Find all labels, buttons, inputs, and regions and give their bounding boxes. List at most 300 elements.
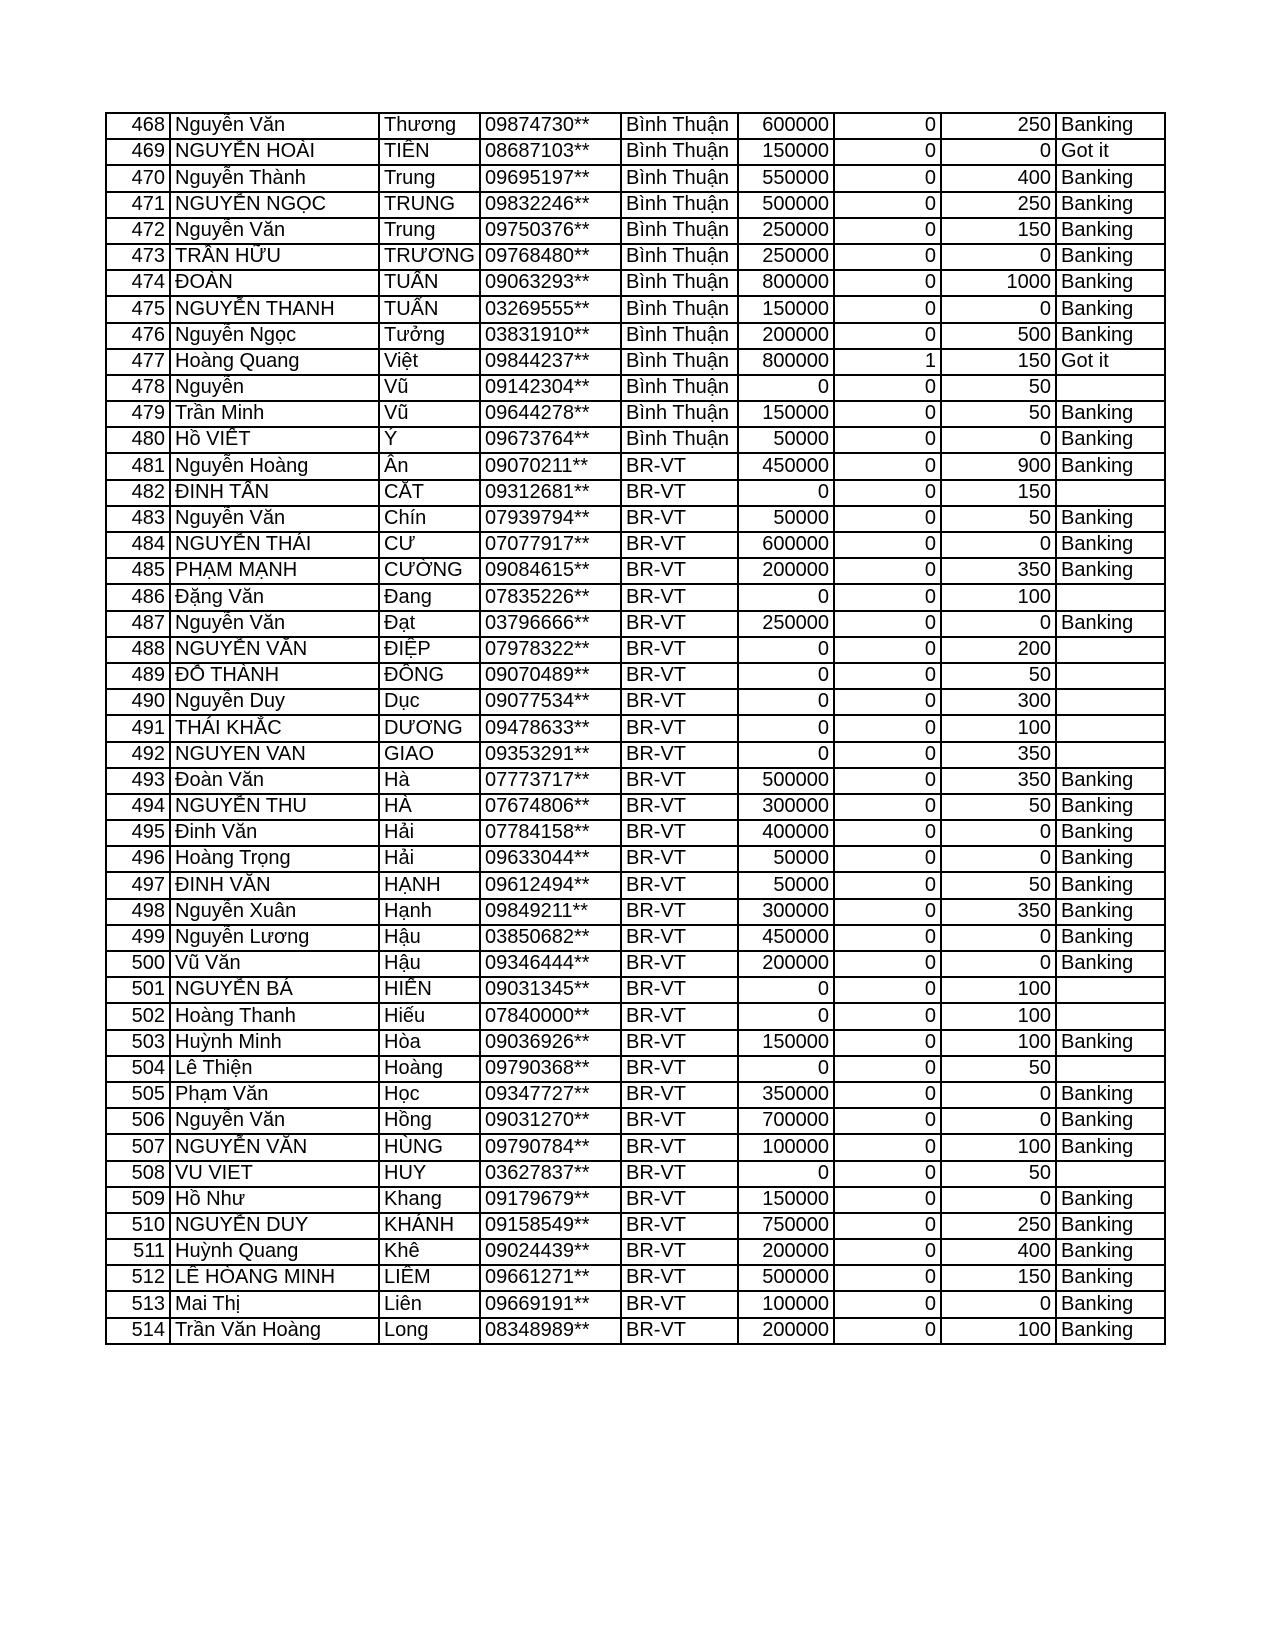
last-middle-name-cell: Nguyễn Thành: [170, 165, 379, 191]
row-number-cell: 507: [106, 1134, 170, 1160]
points-cell: 0: [941, 846, 1056, 872]
row-number-cell: 496: [106, 846, 170, 872]
row-number-cell: 511: [106, 1239, 170, 1265]
table-row: [106, 768, 1165, 794]
row-number-cell: 491: [106, 715, 170, 741]
phone-cell: 09695197**: [480, 165, 621, 191]
province-cell: BR-VT: [621, 1318, 738, 1344]
last-middle-name-cell: Mai Thị: [170, 1291, 379, 1317]
last-middle-name-cell: ĐINH TẤN: [170, 480, 379, 506]
first-name-cell: TIÊN: [379, 139, 480, 165]
count-cell: 0: [834, 1265, 941, 1291]
last-middle-name-cell: ĐINH VĂN: [170, 872, 379, 898]
row-number-cell: 479: [106, 401, 170, 427]
payment-method-cell: [1056, 480, 1165, 506]
amount-cell: 500000: [738, 768, 834, 794]
count-cell: 0: [834, 1056, 941, 1082]
table-row: [106, 401, 1165, 427]
row-number-cell: 509: [106, 1187, 170, 1213]
points-cell: 100: [941, 1030, 1056, 1056]
amount-cell: 0: [738, 1056, 834, 1082]
province-cell: Bình Thuận: [621, 218, 738, 244]
table-row: [106, 846, 1165, 872]
points-cell: 150: [941, 1265, 1056, 1291]
province-cell: Bình Thuận: [621, 270, 738, 296]
last-middle-name-cell: Đặng Văn: [170, 584, 379, 610]
points-cell: 0: [941, 1108, 1056, 1134]
points-cell: 400: [941, 1239, 1056, 1265]
amount-cell: 150000: [738, 139, 834, 165]
phone-cell: 09768480**: [480, 244, 621, 270]
table-row: [106, 323, 1165, 349]
first-name-cell: TRƯƠNG: [379, 244, 480, 270]
first-name-cell: Ý: [379, 427, 480, 453]
first-name-cell: Thương: [379, 113, 480, 139]
province-cell: BR-VT: [621, 1265, 738, 1291]
points-cell: 900: [941, 453, 1056, 479]
count-cell: 0: [834, 1003, 941, 1029]
count-cell: 0: [834, 1030, 941, 1056]
last-middle-name-cell: NGUYỄN THÁI: [170, 532, 379, 558]
row-number-cell: 481: [106, 453, 170, 479]
amount-cell: 550000: [738, 165, 834, 191]
province-cell: BR-VT: [621, 768, 738, 794]
first-name-cell: HẠNH: [379, 872, 480, 898]
count-cell: 0: [834, 506, 941, 532]
payment-method-cell: [1056, 1003, 1165, 1029]
first-name-cell: Hoàng: [379, 1056, 480, 1082]
province-cell: Bình Thuận: [621, 323, 738, 349]
last-middle-name-cell: Nguyễn Duy: [170, 689, 379, 715]
row-number-cell: 468: [106, 113, 170, 139]
count-cell: 0: [834, 1187, 941, 1213]
province-cell: Bình Thuận: [621, 244, 738, 270]
phone-cell: 07674806**: [480, 794, 621, 820]
count-cell: 0: [834, 742, 941, 768]
count-cell: 0: [834, 323, 941, 349]
payment-method-cell: [1056, 689, 1165, 715]
count-cell: 0: [834, 270, 941, 296]
province-cell: BR-VT: [621, 899, 738, 925]
points-cell: 0: [941, 611, 1056, 637]
phone-cell: 03269555**: [480, 296, 621, 322]
first-name-cell: Đạt: [379, 611, 480, 637]
points-cell: 350: [941, 899, 1056, 925]
phone-cell: 09312681**: [480, 480, 621, 506]
first-name-cell: Hậu: [379, 951, 480, 977]
points-cell: 150: [941, 218, 1056, 244]
count-cell: 0: [834, 637, 941, 663]
first-name-cell: Hải: [379, 846, 480, 872]
phone-cell: 07784158**: [480, 820, 621, 846]
payment-method-cell: Banking: [1056, 899, 1165, 925]
amount-cell: 200000: [738, 558, 834, 584]
first-name-cell: Trung: [379, 218, 480, 244]
row-number-cell: 500: [106, 951, 170, 977]
points-cell: 350: [941, 768, 1056, 794]
count-cell: 0: [834, 1291, 941, 1317]
count-cell: 0: [834, 951, 941, 977]
row-number-cell: 473: [106, 244, 170, 270]
amount-cell: 50000: [738, 506, 834, 532]
points-cell: 250: [941, 113, 1056, 139]
payment-method-cell: Banking: [1056, 925, 1165, 951]
amount-cell: 250000: [738, 218, 834, 244]
count-cell: 0: [834, 820, 941, 846]
count-cell: 0: [834, 925, 941, 951]
count-cell: 0: [834, 296, 941, 322]
row-number-cell: 482: [106, 480, 170, 506]
row-number-cell: 476: [106, 323, 170, 349]
table-row: [106, 1108, 1165, 1134]
row-number-cell: 514: [106, 1318, 170, 1344]
table-row: [106, 113, 1165, 139]
phone-cell: 07840000**: [480, 1003, 621, 1029]
phone-cell: 09750376**: [480, 218, 621, 244]
last-middle-name-cell: VU VIET: [170, 1161, 379, 1187]
last-middle-name-cell: Hoàng Thanh: [170, 1003, 379, 1029]
amount-cell: 200000: [738, 323, 834, 349]
row-number-cell: 487: [106, 611, 170, 637]
points-cell: 0: [941, 139, 1056, 165]
province-cell: BR-VT: [621, 637, 738, 663]
amount-cell: 0: [738, 1003, 834, 1029]
payment-method-cell: Banking: [1056, 1291, 1165, 1317]
table-row: [106, 611, 1165, 637]
points-cell: 0: [941, 427, 1056, 453]
amount-cell: 0: [738, 375, 834, 401]
table-row: [106, 742, 1165, 768]
payment-method-cell: Banking: [1056, 611, 1165, 637]
province-cell: Bình Thuận: [621, 139, 738, 165]
amount-cell: 250000: [738, 611, 834, 637]
count-cell: 0: [834, 584, 941, 610]
phone-cell: 09077534**: [480, 689, 621, 715]
last-middle-name-cell: NGUYỄN THANH: [170, 296, 379, 322]
table-row: [106, 1291, 1165, 1317]
payment-method-cell: [1056, 1161, 1165, 1187]
table-row: [106, 1030, 1165, 1056]
row-number-cell: 508: [106, 1161, 170, 1187]
table-row: [106, 820, 1165, 846]
amount-cell: 0: [738, 742, 834, 768]
payment-method-cell: Banking: [1056, 165, 1165, 191]
payment-method-cell: Banking: [1056, 427, 1165, 453]
province-cell: BR-VT: [621, 1239, 738, 1265]
last-middle-name-cell: Nguyễn Văn: [170, 611, 379, 637]
phone-cell: 09673764**: [480, 427, 621, 453]
province-cell: BR-VT: [621, 1187, 738, 1213]
province-cell: BR-VT: [621, 1108, 738, 1134]
row-number-cell: 510: [106, 1213, 170, 1239]
table-row: [106, 139, 1165, 165]
first-name-cell: Long: [379, 1318, 480, 1344]
last-middle-name-cell: PHẠM MẠNH: [170, 558, 379, 584]
table-row: [106, 1082, 1165, 1108]
first-name-cell: CƯỜNG: [379, 558, 480, 584]
amount-cell: 150000: [738, 401, 834, 427]
payment-method-cell: Got it: [1056, 139, 1165, 165]
count-cell: 0: [834, 846, 941, 872]
payment-method-cell: Banking: [1056, 1187, 1165, 1213]
table-row: [106, 1213, 1165, 1239]
row-number-cell: 489: [106, 663, 170, 689]
points-cell: 0: [941, 296, 1056, 322]
amount-cell: 500000: [738, 1265, 834, 1291]
amount-cell: 300000: [738, 794, 834, 820]
payment-method-cell: Banking: [1056, 872, 1165, 898]
phone-cell: 03850682**: [480, 925, 621, 951]
payment-method-cell: Banking: [1056, 296, 1165, 322]
payment-method-cell: Banking: [1056, 506, 1165, 532]
last-middle-name-cell: NGUYỄN NGỌC: [170, 192, 379, 218]
province-cell: Bình Thuận: [621, 427, 738, 453]
payment-method-cell: [1056, 977, 1165, 1003]
last-middle-name-cell: Nguyễn: [170, 375, 379, 401]
payment-method-cell: [1056, 375, 1165, 401]
phone-cell: 09070489**: [480, 663, 621, 689]
points-cell: 150: [941, 480, 1056, 506]
first-name-cell: Vũ: [379, 375, 480, 401]
phone-cell: 09844237**: [480, 349, 621, 375]
payment-method-cell: Banking: [1056, 1134, 1165, 1160]
amount-cell: 0: [738, 663, 834, 689]
count-cell: 0: [834, 689, 941, 715]
last-middle-name-cell: Hồ Như: [170, 1187, 379, 1213]
points-cell: 0: [941, 925, 1056, 951]
table-row: [106, 715, 1165, 741]
table-row: [106, 375, 1165, 401]
row-number-cell: 499: [106, 925, 170, 951]
province-cell: Bình Thuận: [621, 192, 738, 218]
first-name-cell: Việt: [379, 349, 480, 375]
points-cell: 50: [941, 663, 1056, 689]
phone-cell: 03627837**: [480, 1161, 621, 1187]
count-cell: 0: [834, 480, 941, 506]
payment-method-cell: [1056, 584, 1165, 610]
phone-cell: 09478633**: [480, 715, 621, 741]
first-name-cell: Đang: [379, 584, 480, 610]
phone-cell: 09031345**: [480, 977, 621, 1003]
row-number-cell: 513: [106, 1291, 170, 1317]
phone-cell: 09158549**: [480, 1213, 621, 1239]
first-name-cell: Chín: [379, 506, 480, 532]
row-number-cell: 490: [106, 689, 170, 715]
points-cell: 500: [941, 323, 1056, 349]
province-cell: BR-VT: [621, 611, 738, 637]
amount-cell: 250000: [738, 244, 834, 270]
row-number-cell: 502: [106, 1003, 170, 1029]
first-name-cell: Dục: [379, 689, 480, 715]
phone-cell: 09024439**: [480, 1239, 621, 1265]
count-cell: 0: [834, 1108, 941, 1134]
phone-cell: 09084615**: [480, 558, 621, 584]
first-name-cell: Hiếu: [379, 1003, 480, 1029]
amount-cell: 0: [738, 689, 834, 715]
points-cell: 250: [941, 192, 1056, 218]
count-cell: 1: [834, 349, 941, 375]
row-number-cell: 492: [106, 742, 170, 768]
last-middle-name-cell: Nguyễn Văn: [170, 506, 379, 532]
phone-cell: 09669191**: [480, 1291, 621, 1317]
row-number-cell: 497: [106, 872, 170, 898]
points-cell: 100: [941, 715, 1056, 741]
table-row: [106, 192, 1165, 218]
table-row: [106, 296, 1165, 322]
count-cell: 0: [834, 558, 941, 584]
first-name-cell: Khang: [379, 1187, 480, 1213]
amount-cell: 100000: [738, 1291, 834, 1317]
row-number-cell: 470: [106, 165, 170, 191]
amount-cell: 50000: [738, 427, 834, 453]
phone-cell: 08348989**: [480, 1318, 621, 1344]
phone-cell: 09031270**: [480, 1108, 621, 1134]
count-cell: 0: [834, 715, 941, 741]
phone-cell: 09353291**: [480, 742, 621, 768]
last-middle-name-cell: Nguyễn Văn: [170, 218, 379, 244]
last-middle-name-cell: Đinh Văn: [170, 820, 379, 846]
table-row: [106, 977, 1165, 1003]
amount-cell: 300000: [738, 899, 834, 925]
count-cell: 0: [834, 1082, 941, 1108]
province-cell: BR-VT: [621, 820, 738, 846]
payment-method-cell: Banking: [1056, 244, 1165, 270]
points-cell: 400: [941, 165, 1056, 191]
payment-method-cell: Banking: [1056, 951, 1165, 977]
points-cell: 0: [941, 1187, 1056, 1213]
table-row: [106, 1187, 1165, 1213]
points-cell: 100: [941, 1003, 1056, 1029]
payment-method-cell: [1056, 637, 1165, 663]
phone-cell: 09790368**: [480, 1056, 621, 1082]
first-name-cell: Hải: [379, 820, 480, 846]
first-name-cell: Học: [379, 1082, 480, 1108]
amount-cell: 600000: [738, 113, 834, 139]
province-cell: BR-VT: [621, 532, 738, 558]
amount-cell: 0: [738, 637, 834, 663]
amount-cell: 0: [738, 977, 834, 1003]
table-row: [106, 453, 1165, 479]
first-name-cell: KHÁNH: [379, 1213, 480, 1239]
province-cell: BR-VT: [621, 977, 738, 1003]
amount-cell: 50000: [738, 846, 834, 872]
amount-cell: 350000: [738, 1082, 834, 1108]
last-middle-name-cell: NGUYỄN THU: [170, 794, 379, 820]
first-name-cell: GIAO: [379, 742, 480, 768]
province-cell: BR-VT: [621, 1056, 738, 1082]
row-number-cell: 469: [106, 139, 170, 165]
row-number-cell: 501: [106, 977, 170, 1003]
count-cell: 0: [834, 899, 941, 925]
payment-method-cell: Got it: [1056, 349, 1165, 375]
table-row: [106, 663, 1165, 689]
province-cell: BR-VT: [621, 1082, 738, 1108]
table-row: [106, 165, 1165, 191]
province-cell: BR-VT: [621, 1134, 738, 1160]
row-number-cell: 494: [106, 794, 170, 820]
table-row: [106, 506, 1165, 532]
payment-method-cell: Banking: [1056, 1265, 1165, 1291]
payment-method-cell: Banking: [1056, 218, 1165, 244]
points-cell: 300: [941, 689, 1056, 715]
amount-cell: 200000: [738, 951, 834, 977]
count-cell: 0: [834, 427, 941, 453]
amount-cell: 750000: [738, 1213, 834, 1239]
province-cell: BR-VT: [621, 925, 738, 951]
table-row: [106, 244, 1165, 270]
phone-cell: 03796666**: [480, 611, 621, 637]
points-cell: 100: [941, 1318, 1056, 1344]
last-middle-name-cell: Nguyễn Văn: [170, 1108, 379, 1134]
province-cell: BR-VT: [621, 715, 738, 741]
payment-method-cell: Banking: [1056, 1030, 1165, 1056]
row-number-cell: 478: [106, 375, 170, 401]
phone-cell: 03831910**: [480, 323, 621, 349]
points-cell: 0: [941, 532, 1056, 558]
table-row: [106, 925, 1165, 951]
province-cell: Bình Thuận: [621, 349, 738, 375]
first-name-cell: Hồng: [379, 1108, 480, 1134]
points-cell: 350: [941, 742, 1056, 768]
first-name-cell: Vũ: [379, 401, 480, 427]
count-cell: 0: [834, 375, 941, 401]
amount-cell: 450000: [738, 925, 834, 951]
data-table: [105, 112, 1166, 1345]
last-middle-name-cell: Trần Văn Hoàng: [170, 1318, 379, 1344]
row-number-cell: 474: [106, 270, 170, 296]
first-name-cell: Hà: [379, 768, 480, 794]
last-middle-name-cell: Hồ VIẾT: [170, 427, 379, 453]
payment-method-cell: Banking: [1056, 453, 1165, 479]
first-name-cell: TUẤN: [379, 270, 480, 296]
points-cell: 50: [941, 794, 1056, 820]
last-middle-name-cell: NGUYEN VAN: [170, 742, 379, 768]
table-row: [106, 218, 1165, 244]
table-row: [106, 1056, 1165, 1082]
count-cell: 0: [834, 1213, 941, 1239]
first-name-cell: Ân: [379, 453, 480, 479]
points-cell: 0: [941, 951, 1056, 977]
table-row: [106, 951, 1165, 977]
table-row: [106, 427, 1165, 453]
last-middle-name-cell: Vũ Văn: [170, 951, 379, 977]
province-cell: BR-VT: [621, 951, 738, 977]
last-middle-name-cell: Huỳnh Quang: [170, 1239, 379, 1265]
phone-cell: 09179679**: [480, 1187, 621, 1213]
last-middle-name-cell: Trần Minh: [170, 401, 379, 427]
first-name-cell: DƯƠNG: [379, 715, 480, 741]
province-cell: BR-VT: [621, 846, 738, 872]
first-name-cell: CƯ: [379, 532, 480, 558]
last-middle-name-cell: Hoàng Trọng: [170, 846, 379, 872]
table-row: [106, 794, 1165, 820]
province-cell: BR-VT: [621, 480, 738, 506]
count-cell: 0: [834, 113, 941, 139]
province-cell: BR-VT: [621, 1030, 738, 1056]
payment-method-cell: Banking: [1056, 1082, 1165, 1108]
first-name-cell: Hòa: [379, 1030, 480, 1056]
province-cell: BR-VT: [621, 1291, 738, 1317]
last-middle-name-cell: Đoàn Văn: [170, 768, 379, 794]
points-cell: 100: [941, 1134, 1056, 1160]
amount-cell: 100000: [738, 1134, 834, 1160]
row-number-cell: 512: [106, 1265, 170, 1291]
province-cell: Bình Thuận: [621, 375, 738, 401]
phone-cell: 09832246**: [480, 192, 621, 218]
table-row: [106, 689, 1165, 715]
points-cell: 200: [941, 637, 1056, 663]
count-cell: 0: [834, 139, 941, 165]
